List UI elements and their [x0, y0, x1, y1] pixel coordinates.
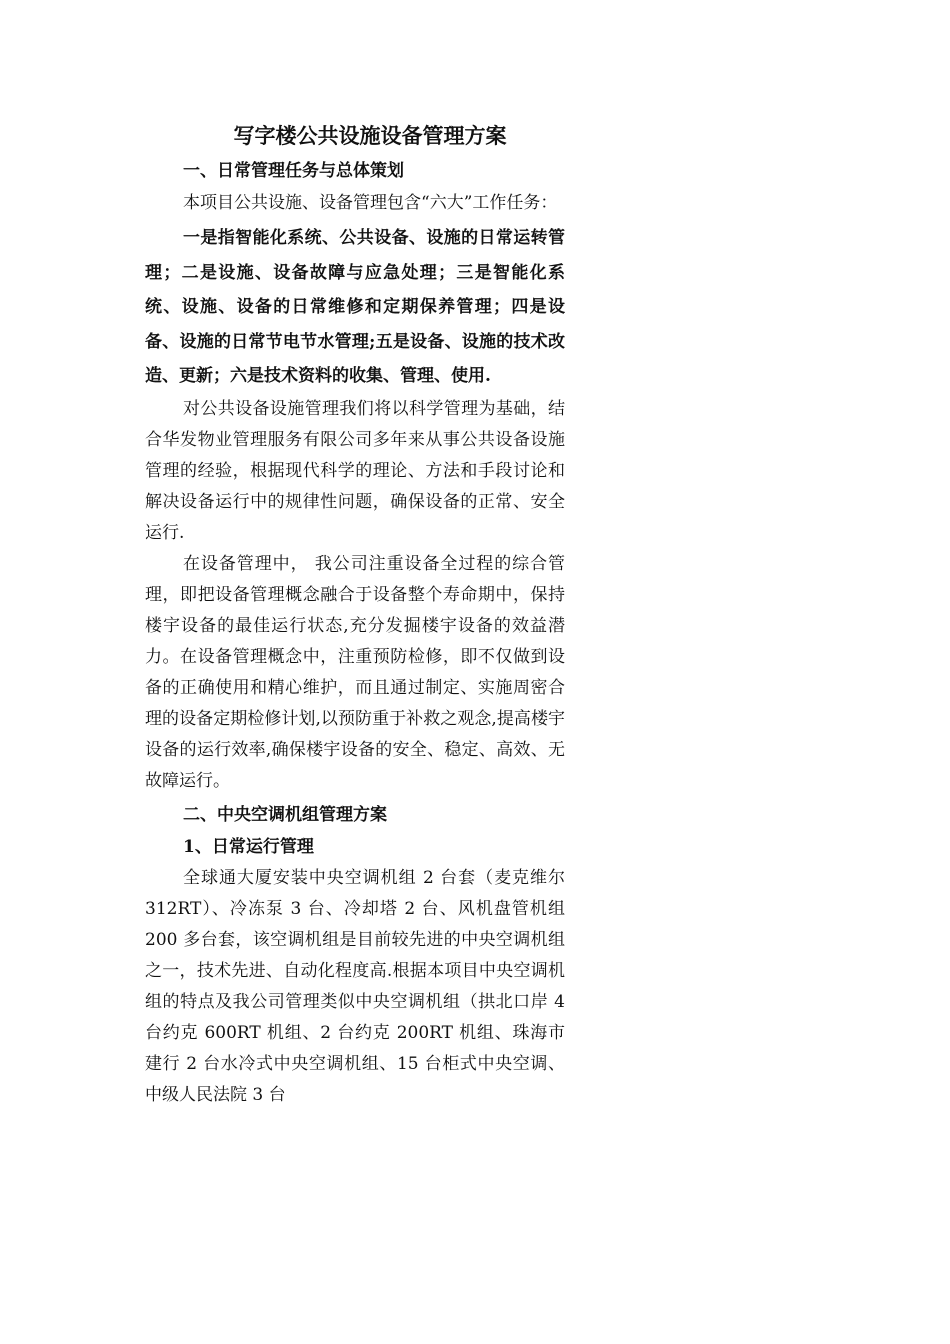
- section1-intro-paragraph: 本项目公共设施、设备管理包含“六大”工作任务：: [183, 193, 558, 213]
- document-title: 写字楼公共设施设备管理方案: [233, 123, 507, 148]
- document-body: [145, 118, 565, 1111]
- section1-full-process-management-paragraph: 在设备管理中， 我公司注重设备全过程的综合管理，即把设备管理概念融合于设备整个寿命期中，保持楼宇设备的最佳运行状态,充分发掘楼宇设备的效益潜力。在设备管理概念中，注重预防检修，即不仅做到设备的正确使用和精心维护，而且通过制定、实施周密合理的设备定期检修计划,以预防重于补救之观念,提高楼宇设备的运行效率,确保楼宇设备的安全、稳定、高效、无故障运行。: [145, 553, 565, 791]
- section2-ac-equipment-paragraph: 全球通大厦安装中央空调机组 2 台套（麦克维尔 312RT）、冷冻泵 3 台、冷却塔 2 台、风机盘管机组 200 多台套，该空调机组是目前较先进的中央空调机组之一，技术先进、自动化程度高.根据本项目中央空调机组的特点及我公司管理类似中央空调机组（拱北口岸 4 台约克 600RT 机组、2 台约克 200RT 机组、珠海市建行 2 台水冷式中央空调机组、15 台柜式中央空调、中级人民法院 3 台: [145, 867, 565, 1105]
- section-heading-daily-management: 一、日常管理任务与总体策划: [183, 161, 404, 181]
- section1-scientific-management-paragraph: 对公共设备设施管理我们将以科学管理为基础，结合华发物业管理服务有限公司多年来从事公共设备设施管理的经验，根据现代科学的理论、方法和手段讨论和解决设备运行中的规律性问题，确保设备的正常、安全运行.: [145, 398, 565, 543]
- section-heading-central-ac: 二、中央空调机组管理方案: [183, 804, 387, 825]
- subsection-heading-daily-operation: 1、日常运行管理: [183, 836, 314, 857]
- section1-tasks-paragraph: 一是指智能化系统、公共设备、设施的日常运转管理；二是设施、设备故障与应急处理；三是智能化系统、设施、设备的日常维修和定期保养管理；四是设备、设施的日常节电节水管理;五是设备、设施的技术改造、更新；六是技术资料的收集、管理、使用.: [145, 228, 565, 386]
